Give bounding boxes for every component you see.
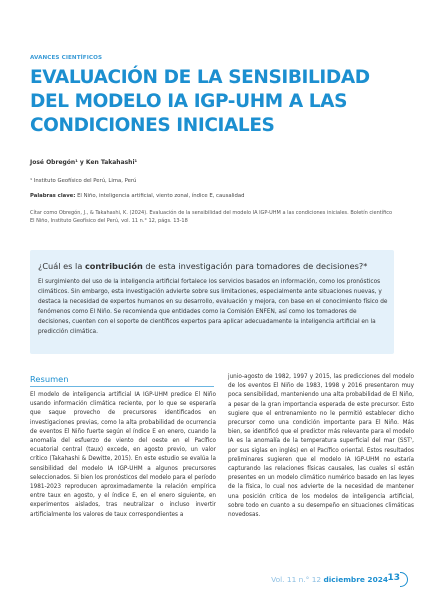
resumen-right-column: junio-agosto de 1982, 1997 y 2015, las predicciones del modelo de los eventos El Niño de 1983, 1998 y 2016 presentaron muy poca sensibilidad, manteniendo una alta probabilidad de El Niño, a pesar de la gran importancia esperada de este precursor. Esto sugiere que el entrenamiento no le permitió establecer dicho precursor como una condición importante para El Niño. Más bien, se identificó que el predictor más relevante para el modelo IA es la anomalía de la temperatura superficial del mar (SST', por sus siglas en inglés) en el Pacífico oriental. Estos resultados preliminares sugieren que el modelo IA IGP-UHM no estaría capturando las relaciones físicas causales, las cuales sí están presentes en un modelo climático numérico basado en las leyes de la física, lo cual nos advierte de la necesidad de mantener una posición crítica de los modelos de inteligencia artificial, sobre todo en cuanto a su desempeño en situaciones climáticas novedosas. [228, 374, 414, 519]
contribution-box [30, 250, 394, 354]
footer-volume: Vol. 11 n.° 12 [271, 575, 324, 584]
footer-issue [271, 575, 388, 584]
section-label: AVANCES CIENTÍFICOS [30, 55, 103, 61]
keywords-text: El Niño, inteligencia artificial, viento zonal, índice E, causalidad [77, 193, 245, 199]
page-number-arc [400, 572, 408, 587]
article-authors: José Obregón¹ y Ken Takahashi¹ [30, 159, 138, 166]
article-title: EVALUACIÓN DE LA SENSIBILIDAD DEL MODELO IA IGP-UHM A LAS CONDICIONES INICIALES [30, 67, 370, 136]
keywords-line [30, 193, 245, 199]
author-affiliation: ¹ Instituto Geofísico del Perú, Lima, Perú [30, 178, 137, 184]
contribution-box-title [38, 261, 388, 271]
box-title-pre: ¿Cuál es la [38, 261, 85, 271]
box-title-post: de esta investigación para tomadores de decisiones?* [142, 261, 368, 271]
resumen-divider [30, 386, 214, 387]
citation-text: Cítar como Obregón, J., & Takahashi, K. (2024). Evaluación de la sensibilidad del modelo IA IGP-UHM a las condiciones iniciales. Boletín científico El Niño, Instituto Geofísico del Perú, vol. 11 n.° 12, págs. 13-18 [30, 210, 393, 224]
resumen-left-column: El modelo de inteligencia artificial IA IGP-UHM predice El Niño usando información climática reciente, por lo que se esperaría que saque provecho de precursores identificados en investigaciones previas, como la alta probabilidad de ocurrencia de eventos El Niño fuerte según el índice E en enero, cuando la anomalía del esfuerzo de viento del oeste en el Pacífico ecuatorial central (taux) excede, en agosto previo, un valor crítico (Takahashi & Dewitte, 2015). En este estudio se evalúa la sensibilidad del modelo IA IGP-UHM a algunos precursores seleccionados. Si bien los pronósticos del modelo para el período 1981-2023 reproducen aproximadamente la relación empírica entre taux en agosto, y el índice E, en el enero siguiente, en experimentos aislados, tras neutralizar o incluso invertir artificialmente los valores de taux correspondientes a [30, 392, 216, 518]
footer-date: diciembre 2024 [323, 575, 388, 584]
page-number: 13 [387, 573, 400, 583]
box-title-bold: contribución [84, 261, 143, 271]
keywords-label: Palabras clave: [30, 193, 76, 199]
resumen-heading: Resumen [30, 374, 69, 384]
contribution-box-text: El surgimiento del uso de la inteligencia artificial fortalece los servicios basados en información, como los pronósticos climáticos. Sin embargo, esta investigación advierte sobre sus limitaciones, especialmente ante situaciones nuevas, y destaca la necesidad de expertos humanos en su desarrollo, evaluación y mejora, con base en el conocimiento físico de fenómenos como El Niño. Se recomienda que entidades como la Comisión ENFEN, así como los tomadores de decisiones, cuenten con el soporte de científicos expertos para aplicar adecuadamente la inteligencia artificial en la predicción climática. [38, 279, 388, 335]
